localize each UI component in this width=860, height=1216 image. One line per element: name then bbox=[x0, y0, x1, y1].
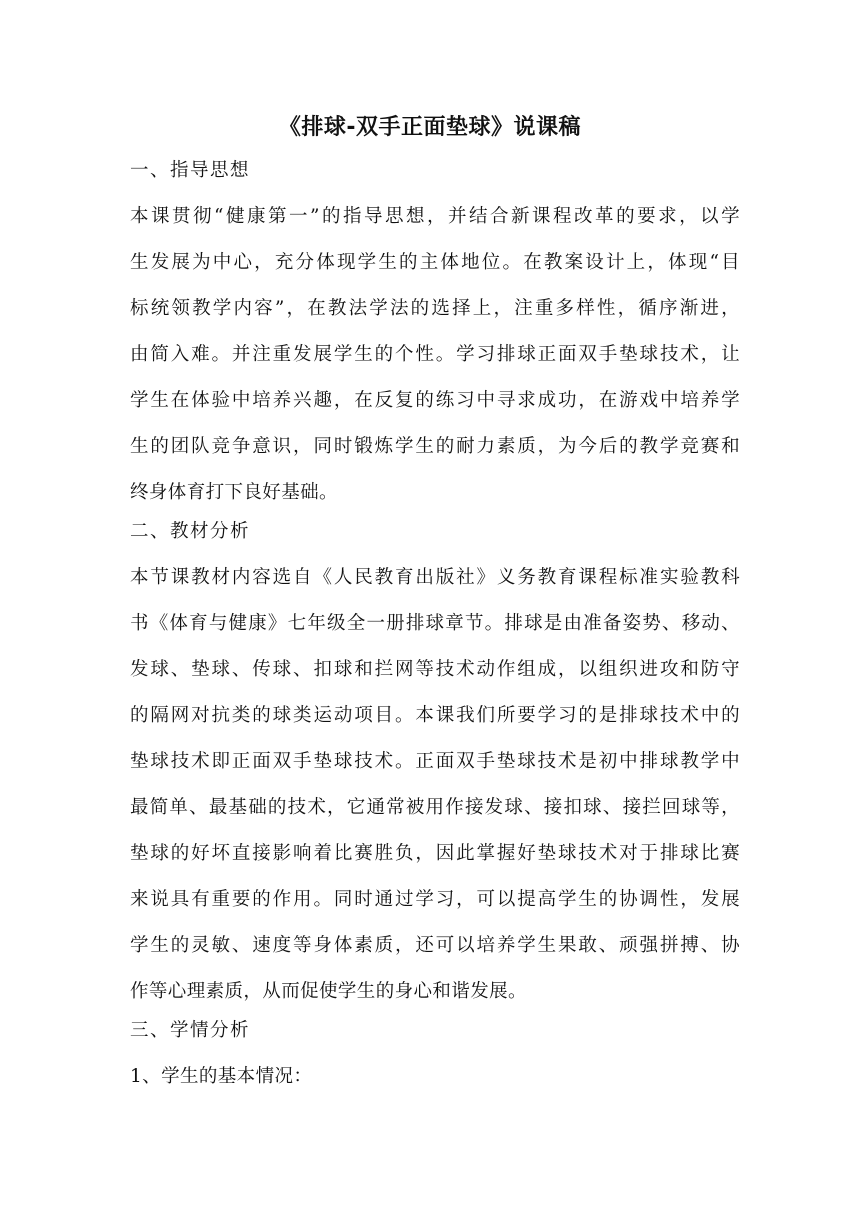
paragraph-line: 最简单、最基础的技术，它通常被用作接发球、接扣球、接拦回球等， bbox=[130, 797, 740, 818]
paragraph-line: 标统领教学内容”，在教法学法的选择上，注重多样性，循序渐进， bbox=[130, 298, 740, 319]
paragraph-line: 由简入难。并注重发展学生的个性。学习排球正面双手垫球技术，让 bbox=[130, 344, 740, 365]
section-heading-material-analysis: 二、教材分析 bbox=[130, 521, 251, 542]
paragraph-line: 垫球的好坏直接影响着比赛胜负，因此掌握好垫球技术对于排球比赛 bbox=[130, 843, 740, 864]
paragraph-line: 作等心理素质，从而促使学生的身心和谐发展。 bbox=[130, 981, 527, 1002]
paragraph-line: 本课贯彻“健康第一”的指导思想，并结合新课程改革的要求，以学 bbox=[130, 206, 740, 227]
section-heading-guiding-ideology: 一、指导思想 bbox=[130, 160, 251, 181]
paragraph-line: 垫球技术即正面双手垫球技术。正面双手垫球技术是初中排球教学中 bbox=[130, 751, 740, 772]
paragraph-line: 学生的灵敏、速度等身体素质，还可以培养学生果敢、顽强拼搏、协 bbox=[130, 935, 740, 956]
paragraph-line: 书《体育与健康》七年级全一册排球章节。排球是由准备姿势、移动、 bbox=[130, 613, 740, 634]
paragraph-line: 生发展为中心，充分体现学生的主体地位。在教案设计上，体现“目 bbox=[130, 252, 740, 273]
document-title: 《排球-双手正面垫球》说课稿 bbox=[278, 115, 582, 140]
paragraph-line: 发球、垫球、传球、扣球和拦网等技术动作组成，以组织进攻和防守 bbox=[130, 659, 740, 680]
paragraph-line: 来说具有重要的作用。同时通过学习，可以提高学生的协调性，发展 bbox=[130, 889, 740, 910]
paragraph-line: 终身体育打下良好基础。 bbox=[130, 482, 338, 503]
paragraph-line: 生的团队竞争意识，同时锻炼学生的耐力素质，为今后的教学竞赛和 bbox=[130, 436, 740, 457]
section-heading-student-analysis: 三、学情分析 bbox=[130, 1020, 251, 1041]
paragraph-line: 本节课教材内容选自《人民教育出版社》义务教育课程标准实验教科 bbox=[130, 567, 740, 588]
paragraph-line: 学生在体验中培养兴趣，在反复的练习中寻求成功，在游戏中培养学 bbox=[130, 390, 740, 411]
paragraph-line: 的隔网对抗类的球类运动项目。本课我们所要学习的是排球技术中的 bbox=[130, 705, 740, 726]
subsection-heading-student-basics: 1、学生的基本情况： bbox=[130, 1066, 313, 1087]
